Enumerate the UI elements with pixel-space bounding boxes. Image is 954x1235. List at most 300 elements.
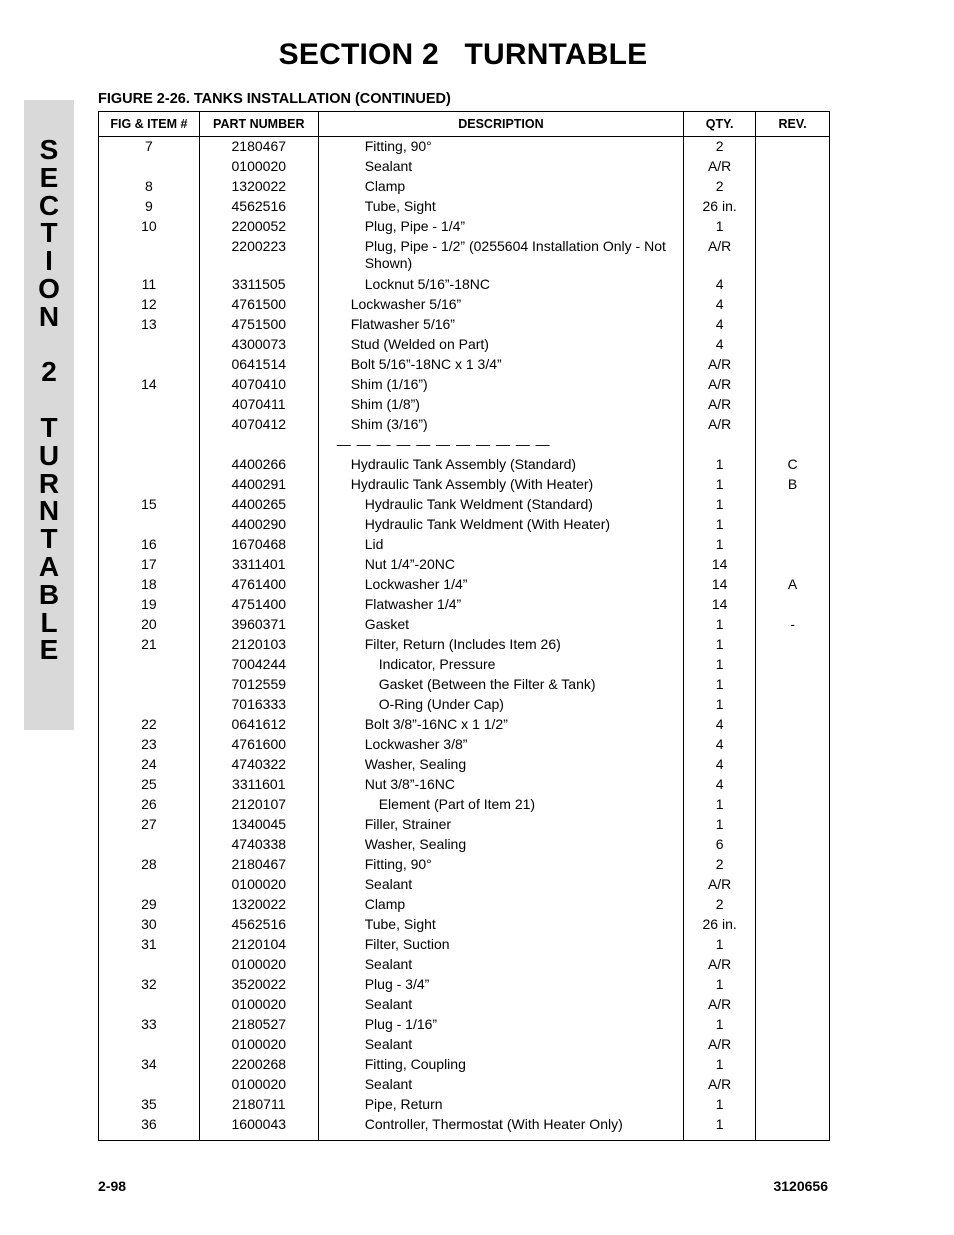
table-row [99, 137, 830, 159]
qty-cell: 1 [684, 816, 756, 836]
table-row [99, 416, 830, 436]
item-cell [99, 876, 200, 896]
rev-cell [756, 756, 830, 776]
table-row [99, 198, 830, 218]
side-tab-letter: N [38, 495, 60, 527]
item-cell [99, 516, 200, 536]
part-number-cell: 0100020 [199, 1036, 318, 1056]
item-cell [99, 696, 200, 716]
table-row [99, 576, 830, 596]
rev-cell [756, 1056, 830, 1076]
qty-cell: 1 [684, 516, 756, 536]
item-cell: 34 [99, 1056, 200, 1076]
rev-cell: - [756, 616, 830, 636]
rev-cell [756, 556, 830, 576]
description-cell [318, 158, 683, 178]
description-text: Fitting, Coupling [364, 1056, 466, 1072]
qty-cell: 1 [684, 676, 756, 696]
description-text: Indicator, Pressure [378, 656, 496, 672]
description-text: Gasket [364, 616, 410, 632]
rev-cell [756, 536, 830, 556]
section-side-tab [24, 100, 74, 730]
description-cell [318, 556, 683, 576]
description-cell [318, 716, 683, 736]
rev-cell [756, 336, 830, 356]
table-row [99, 996, 830, 1016]
part-number-cell: 0100020 [199, 158, 318, 178]
qty-cell: 4 [684, 776, 756, 796]
part-number-cell: 7016333 [199, 696, 318, 716]
rev-cell [756, 316, 830, 336]
part-number-cell: 4761500 [199, 296, 318, 316]
part-number-cell: 1600043 [199, 1116, 318, 1141]
rev-cell [756, 516, 830, 536]
item-cell: 16 [99, 536, 200, 556]
part-number-cell: 4751500 [199, 316, 318, 336]
table-row [99, 456, 830, 476]
table-row [99, 916, 830, 936]
description-cell [318, 436, 683, 456]
item-cell: 30 [99, 916, 200, 936]
qty-cell: A/R [684, 956, 756, 976]
item-cell [99, 1076, 200, 1096]
item-cell: 19 [99, 596, 200, 616]
description-text: Controller, Thermostat (With Heater Only) [364, 1116, 623, 1132]
side-tab-letter: T [40, 523, 58, 555]
table-header-row [99, 112, 830, 137]
table-row [99, 1096, 830, 1116]
rev-cell [756, 1036, 830, 1056]
description-text: Pipe, Return [364, 1096, 443, 1112]
rev-cell [756, 1116, 830, 1141]
part-number-cell: 4761400 [199, 576, 318, 596]
part-number-cell: 1320022 [199, 178, 318, 198]
description-text: Lockwasher 1/4” [364, 576, 468, 592]
description-text: Shim (1/8”) [350, 396, 420, 412]
description-cell [318, 218, 683, 238]
part-number-cell: 2120107 [199, 796, 318, 816]
rev-cell [756, 416, 830, 436]
rev-cell [756, 276, 830, 296]
description-cell [318, 996, 683, 1016]
header-description: DESCRIPTION [318, 112, 683, 137]
rev-cell [756, 218, 830, 238]
table-row [99, 536, 830, 556]
item-cell: 25 [99, 776, 200, 796]
table-row [99, 1056, 830, 1076]
table-row [99, 936, 830, 956]
item-cell: 35 [99, 1096, 200, 1116]
side-tab-letter [24, 386, 74, 414]
description-text: Filter, Return (Includes Item 26) [364, 636, 561, 652]
qty-cell: 1 [684, 936, 756, 956]
description-cell [318, 376, 683, 396]
description-text: Clamp [364, 896, 406, 912]
item-cell: 22 [99, 716, 200, 736]
part-number-cell: 4070410 [199, 376, 318, 396]
item-cell [99, 456, 200, 476]
item-cell: 8 [99, 178, 200, 198]
part-number-cell: 2120103 [199, 636, 318, 656]
qty-cell: 4 [684, 756, 756, 776]
item-cell: 12 [99, 296, 200, 316]
description-cell [318, 596, 683, 616]
part-number-cell: 0641514 [199, 356, 318, 376]
rev-cell [756, 796, 830, 816]
qty-cell: 1 [684, 656, 756, 676]
table-row [99, 656, 830, 676]
part-number-cell: 2200052 [199, 218, 318, 238]
rev-cell [756, 178, 830, 198]
rev-cell [756, 137, 830, 159]
part-number-cell: 3311401 [199, 556, 318, 576]
table-row [99, 756, 830, 776]
qty-cell: 1 [684, 796, 756, 816]
description-text: Hydraulic Tank Assembly (With Heater) [350, 476, 594, 492]
qty-cell: A/R [684, 876, 756, 896]
description-text: Plug - 1/16” [364, 1016, 438, 1032]
description-cell [318, 336, 683, 356]
table-row [99, 976, 830, 996]
description-cell [318, 416, 683, 436]
description-text: Hydraulic Tank Assembly (Standard) [350, 456, 577, 472]
parts-table [98, 111, 830, 1141]
description-cell [318, 916, 683, 936]
qty-cell: 26 in. [684, 916, 756, 936]
item-cell: 24 [99, 756, 200, 776]
part-number-cell: 1340045 [199, 816, 318, 836]
part-number-cell: 4751400 [199, 596, 318, 616]
description-cell [318, 936, 683, 956]
item-cell: 9 [99, 198, 200, 218]
part-number-cell: 3520022 [199, 976, 318, 996]
side-tab-letter: S [39, 134, 59, 165]
item-cell [99, 1036, 200, 1056]
rev-cell [756, 356, 830, 376]
rev-cell [756, 696, 830, 716]
description-cell [318, 536, 683, 556]
description-cell [318, 496, 683, 516]
item-cell [99, 416, 200, 436]
part-number-cell: 4070411 [199, 396, 318, 416]
description-cell [318, 656, 683, 676]
table-row [99, 516, 830, 536]
description-text: Lid [364, 536, 384, 552]
description-text: Locknut 5/16”-18NC [364, 276, 490, 292]
rev-cell [756, 158, 830, 178]
description-text: Plug, Pipe - 1/4” [364, 218, 466, 234]
table-row [99, 376, 830, 396]
rev-cell [756, 936, 830, 956]
item-cell: 17 [99, 556, 200, 576]
side-tab-letter: B [38, 578, 60, 610]
side-tab-letter: T [40, 217, 58, 249]
qty-cell [684, 436, 756, 456]
qty-cell: 4 [684, 276, 756, 296]
qty-cell: 4 [684, 316, 756, 336]
description-cell [318, 1056, 683, 1076]
description-text: Filler, Strainer [364, 816, 452, 832]
qty-cell: 4 [684, 296, 756, 316]
part-number-cell: 3960371 [199, 616, 318, 636]
side-tab-letter: R [38, 467, 60, 499]
table-row [99, 436, 830, 456]
description-cell [318, 356, 683, 376]
description-cell [318, 836, 683, 856]
rev-cell [756, 676, 830, 696]
side-tab-letter: L [40, 606, 58, 638]
rev-cell [756, 996, 830, 1016]
description-cell [318, 137, 683, 159]
qty-cell: 1 [684, 1096, 756, 1116]
description-cell [318, 1016, 683, 1036]
part-number-cell: 4562516 [199, 198, 318, 218]
qty-cell: 1 [684, 976, 756, 996]
description-text: Clamp [364, 178, 406, 194]
table-row [99, 1016, 830, 1036]
description-cell [318, 736, 683, 756]
qty-cell: 2 [684, 896, 756, 916]
side-tab-letter: 2 [41, 356, 57, 388]
description-cell [318, 676, 683, 696]
part-number-cell: 0100020 [199, 956, 318, 976]
table-row [99, 596, 830, 616]
description-text: Sealant [364, 876, 413, 892]
description-text: Nut 3/8”-16NC [364, 776, 455, 792]
header-item: FIG & ITEM # [99, 112, 200, 137]
description-cell [318, 796, 683, 816]
qty-cell: A/R [684, 158, 756, 178]
side-tab-letter [24, 331, 74, 359]
table-row [99, 238, 830, 276]
rev-cell [756, 238, 830, 276]
table-row [99, 356, 830, 376]
description-text: Sealant [364, 956, 413, 972]
rev-cell [756, 956, 830, 976]
item-cell [99, 656, 200, 676]
qty-cell: 1 [684, 496, 756, 516]
rev-cell [756, 1076, 830, 1096]
part-number-cell: 1320022 [199, 896, 318, 916]
part-number-cell: 0641612 [199, 716, 318, 736]
description-text: Tube, Sight [364, 916, 436, 932]
part-number-cell: 4562516 [199, 916, 318, 936]
part-number-cell: 2180527 [199, 1016, 318, 1036]
table-row [99, 158, 830, 178]
part-number-cell: 3311505 [199, 276, 318, 296]
rev-cell [756, 916, 830, 936]
item-cell [99, 356, 200, 376]
item-cell: 23 [99, 736, 200, 756]
description-cell [318, 396, 683, 416]
document-number: 3120656 [773, 1178, 828, 1194]
rev-cell [756, 596, 830, 616]
part-number-cell: 4400266 [199, 456, 318, 476]
part-number-cell: 2180711 [199, 1096, 318, 1116]
description-text: Flatwasher 5/16” [350, 316, 455, 332]
table-row [99, 616, 830, 636]
rev-cell [756, 896, 830, 916]
description-text: Washer, Sealing [364, 756, 467, 772]
description-text: Filter, Suction [364, 936, 450, 952]
table-row [99, 796, 830, 816]
description-text: Sealant [364, 158, 413, 174]
item-cell: 10 [99, 218, 200, 238]
item-cell: 18 [99, 576, 200, 596]
description-cell [318, 956, 683, 976]
side-tab-letter: E [39, 634, 59, 666]
qty-cell: 1 [684, 536, 756, 556]
header-part-number: PART NUMBER [199, 112, 318, 137]
item-cell [99, 436, 200, 456]
table-row [99, 316, 830, 336]
item-cell [99, 238, 200, 276]
rev-cell [756, 816, 830, 836]
table-row [99, 276, 830, 296]
item-cell: 21 [99, 636, 200, 656]
part-number-cell: 4761600 [199, 736, 318, 756]
description-text: Washer, Sealing [364, 836, 467, 852]
rev-cell [756, 198, 830, 218]
rev-cell: C [756, 456, 830, 476]
part-number-cell: 4400290 [199, 516, 318, 536]
description-cell [318, 276, 683, 296]
description-text: Nut 1/4”-20NC [364, 556, 455, 572]
item-cell: 27 [99, 816, 200, 836]
part-number-cell: 0100020 [199, 1076, 318, 1096]
qty-cell: A/R [684, 356, 756, 376]
side-tab-letters [24, 136, 74, 664]
description-text: Tube, Sight [364, 198, 436, 214]
description-cell [318, 1096, 683, 1116]
table-row [99, 836, 830, 856]
table-row [99, 636, 830, 656]
item-cell [99, 336, 200, 356]
item-cell: 31 [99, 936, 200, 956]
description-text: Lockwasher 5/16” [350, 296, 462, 312]
description-cell [318, 616, 683, 636]
side-tab-letter: E [39, 161, 59, 193]
part-number-cell: 0100020 [199, 876, 318, 896]
part-number-cell: 2120104 [199, 936, 318, 956]
item-cell [99, 956, 200, 976]
item-cell [99, 158, 200, 178]
description-text: O-Ring (Under Cap) [378, 696, 504, 712]
description-text: Fitting, 90° [364, 138, 432, 154]
description-cell [318, 516, 683, 536]
qty-cell: 4 [684, 736, 756, 756]
table-row [99, 856, 830, 876]
side-tab-letter: T [40, 411, 58, 443]
description-cell [318, 476, 683, 496]
part-number-cell [199, 436, 318, 456]
table-row [99, 676, 830, 696]
qty-cell: 1 [684, 1056, 756, 1076]
item-cell: 7 [99, 137, 200, 159]
qty-cell: A/R [684, 396, 756, 416]
description-cell [318, 896, 683, 916]
item-cell [99, 476, 200, 496]
qty-cell: A/R [684, 996, 756, 1016]
qty-cell: 1 [684, 1116, 756, 1141]
rev-cell [756, 656, 830, 676]
table-row [99, 396, 830, 416]
description-text: Plug - 3/4” [364, 976, 430, 992]
description-cell [318, 1076, 683, 1096]
table-row [99, 956, 830, 976]
item-cell [99, 676, 200, 696]
part-number-cell: 0100020 [199, 996, 318, 1016]
header-rev: REV. [756, 112, 830, 137]
item-cell: 20 [99, 616, 200, 636]
table-row [99, 776, 830, 796]
rev-cell [756, 776, 830, 796]
part-number-cell: 7012559 [199, 676, 318, 696]
item-cell: 36 [99, 1116, 200, 1141]
part-number-cell: 3311601 [199, 776, 318, 796]
qty-cell: 1 [684, 616, 756, 636]
rev-cell [756, 716, 830, 736]
item-cell: 13 [99, 316, 200, 336]
item-cell: 29 [99, 896, 200, 916]
rev-cell [756, 976, 830, 996]
table-row [99, 1036, 830, 1056]
description-text: Sealant [364, 1036, 413, 1052]
description-cell [318, 696, 683, 716]
description-cell [318, 456, 683, 476]
table-row [99, 178, 830, 198]
part-number-cell: 2200268 [199, 1056, 318, 1076]
item-cell [99, 396, 200, 416]
description-text: Bolt 5/16”-18NC x 1 3/4” [350, 356, 502, 372]
description-text: Sealant [364, 1076, 413, 1092]
description-cell [318, 756, 683, 776]
side-tab-letter: N [38, 300, 60, 332]
parts-table-body [99, 137, 830, 1141]
description-cell [318, 576, 683, 596]
part-number-cell: 1670468 [199, 536, 318, 556]
qty-cell: 14 [684, 556, 756, 576]
part-number-cell: 4740338 [199, 836, 318, 856]
description-text: Hydraulic Tank Weldment (With Heater) [364, 516, 611, 532]
qty-cell: 14 [684, 576, 756, 596]
table-row [99, 1076, 830, 1096]
part-number-cell: 4400265 [199, 496, 318, 516]
description-cell [318, 238, 683, 276]
rev-cell: B [756, 476, 830, 496]
description-text: Hydraulic Tank Weldment (Standard) [364, 496, 593, 512]
table-row [99, 296, 830, 316]
description-text: — — — — — — — — — — — [336, 436, 551, 452]
qty-cell: 1 [684, 1016, 756, 1036]
rev-cell [756, 436, 830, 456]
description-cell [318, 876, 683, 896]
rev-cell [756, 296, 830, 316]
table-row [99, 896, 830, 916]
item-cell: 14 [99, 376, 200, 396]
rev-cell [756, 856, 830, 876]
qty-cell: 2 [684, 137, 756, 159]
table-row [99, 496, 830, 516]
description-cell [318, 776, 683, 796]
description-text: Stud (Welded on Part) [350, 336, 489, 352]
page-title: SECTION 2 TURNTABLE [278, 38, 648, 71]
qty-cell: 2 [684, 178, 756, 198]
qty-cell: 1 [684, 218, 756, 238]
rev-cell: A [756, 576, 830, 596]
description-cell [318, 856, 683, 876]
item-cell: 28 [99, 856, 200, 876]
